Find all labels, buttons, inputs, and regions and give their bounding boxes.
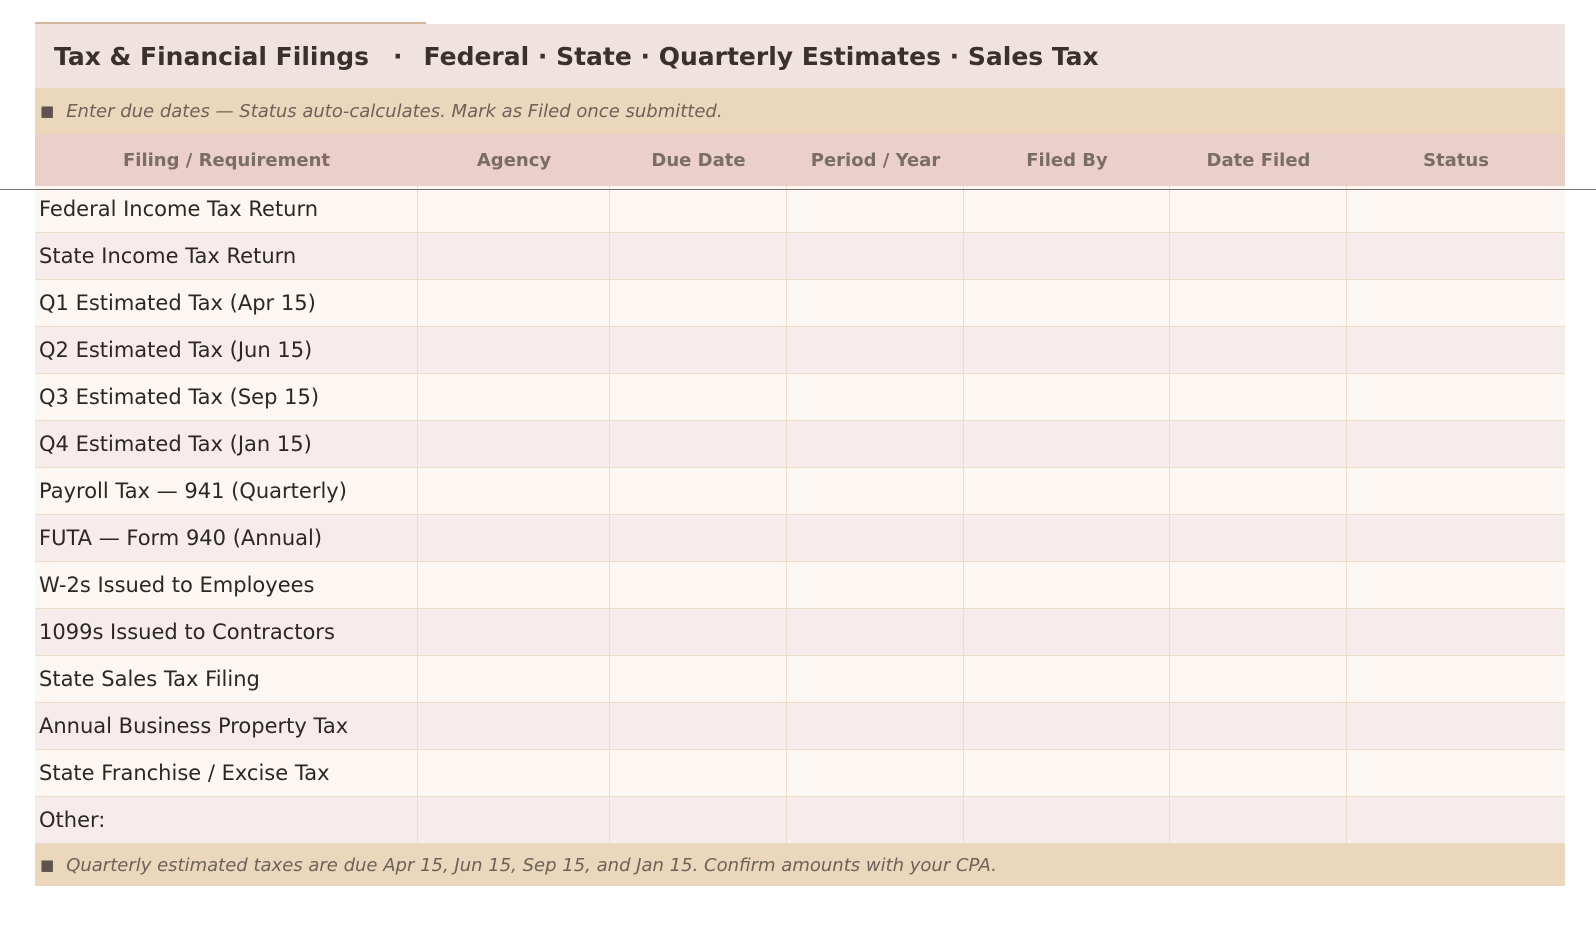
- due-date-cell[interactable]: [610, 468, 787, 514]
- column-header-period[interactable]: Period / Year: [810, 149, 941, 171]
- date-filed-cell[interactable]: [1170, 280, 1347, 326]
- table-row: [35, 750, 1565, 797]
- agency-cell[interactable]: [418, 797, 610, 843]
- filing-name-cell[interactable]: 1099s Issued to Contractors: [35, 609, 418, 655]
- filed-by-cell[interactable]: [964, 280, 1170, 326]
- status-cell[interactable]: [1347, 374, 1565, 420]
- table-row: [35, 421, 1565, 468]
- filing-name-cell[interactable]: FUTA — Form 940 (Annual): [35, 515, 418, 561]
- date-filed-cell[interactable]: [1170, 703, 1347, 749]
- agency-cell[interactable]: [418, 468, 610, 514]
- date-filed-cell[interactable]: [1170, 797, 1347, 843]
- date-filed-cell[interactable]: [1170, 186, 1347, 232]
- filing-name-cell[interactable]: Federal Income Tax Return: [35, 186, 418, 232]
- column-header-filed-by[interactable]: Filed By: [1026, 149, 1108, 171]
- date-filed-cell[interactable]: [1170, 750, 1347, 796]
- table-body: [35, 186, 1565, 844]
- table-row: [35, 468, 1565, 515]
- column-header-due-date[interactable]: Due Date: [651, 149, 746, 171]
- status-cell[interactable]: [1347, 186, 1565, 232]
- column-header-date-filed[interactable]: Date Filed: [1206, 149, 1311, 171]
- footer-note-text: Quarterly estimated taxes are due Apr 15, Jun 15, Sep 15, and Jan 15. Confirm amounts with your CPA.: [66, 854, 997, 876]
- filing-name-cell[interactable]: State Sales Tax Filing: [35, 656, 418, 702]
- table-row: [35, 656, 1565, 703]
- due-date-cell[interactable]: [610, 797, 787, 843]
- due-date-cell[interactable]: [610, 280, 787, 326]
- due-date-cell[interactable]: [610, 327, 787, 373]
- filed-by-cell[interactable]: [964, 327, 1170, 373]
- due-date-cell[interactable]: [610, 515, 787, 561]
- instruction-bar: [35, 88, 1565, 134]
- due-date-cell[interactable]: [610, 186, 787, 232]
- filing-name-cell[interactable]: Q2 Estimated Tax (Jun 15): [35, 327, 418, 373]
- square-bullet-icon: ■: [40, 856, 55, 874]
- filing-name-cell[interactable]: State Income Tax Return: [35, 233, 418, 279]
- period-cell[interactable]: [787, 421, 964, 467]
- table-row: [35, 562, 1565, 609]
- filing-name-cell[interactable]: Q4 Estimated Tax (Jan 15): [35, 421, 418, 467]
- title-bar: [35, 24, 1565, 88]
- status-cell[interactable]: [1347, 468, 1565, 514]
- period-cell[interactable]: [787, 327, 964, 373]
- table-row: [35, 280, 1565, 327]
- filing-name-cell[interactable]: Q3 Estimated Tax (Sep 15): [35, 374, 418, 420]
- filed-by-cell[interactable]: [964, 750, 1170, 796]
- filing-name-cell[interactable]: Annual Business Property Tax: [35, 703, 418, 749]
- filed-by-cell[interactable]: [964, 609, 1170, 655]
- date-filed-cell[interactable]: [1170, 515, 1347, 561]
- status-cell[interactable]: [1347, 233, 1565, 279]
- status-cell[interactable]: [1347, 656, 1565, 702]
- date-filed-cell[interactable]: [1170, 609, 1347, 655]
- table-row: [35, 609, 1565, 656]
- filed-by-cell[interactable]: [964, 656, 1170, 702]
- column-header-agency[interactable]: Agency: [476, 149, 552, 171]
- date-filed-cell[interactable]: [1170, 656, 1347, 702]
- column-header-status[interactable]: Status: [1423, 149, 1489, 171]
- date-filed-cell[interactable]: [1170, 327, 1347, 373]
- agency-cell[interactable]: [418, 374, 610, 420]
- due-date-cell[interactable]: [610, 750, 787, 796]
- filed-by-cell[interactable]: [964, 797, 1170, 843]
- column-header-filing[interactable]: Filing / Requirement: [122, 149, 331, 171]
- period-cell[interactable]: [787, 374, 964, 420]
- square-bullet-icon: ■: [40, 102, 55, 120]
- status-cell[interactable]: [1347, 703, 1565, 749]
- period-cell[interactable]: [787, 233, 964, 279]
- period-cell[interactable]: [787, 750, 964, 796]
- agency-cell[interactable]: [418, 656, 610, 702]
- period-cell[interactable]: [787, 703, 964, 749]
- status-cell[interactable]: [1347, 562, 1565, 608]
- agency-cell[interactable]: [418, 750, 610, 796]
- table-row: [35, 703, 1565, 750]
- agency-cell[interactable]: [418, 186, 610, 232]
- date-filed-cell[interactable]: [1170, 468, 1347, 514]
- title-separator: ·: [393, 41, 403, 71]
- filing-name-cell[interactable]: Q1 Estimated Tax (Apr 15): [35, 280, 418, 326]
- period-cell[interactable]: [787, 797, 964, 843]
- agency-cell[interactable]: [418, 421, 610, 467]
- period-cell[interactable]: [787, 515, 964, 561]
- filed-by-cell[interactable]: [964, 233, 1170, 279]
- period-cell[interactable]: [787, 609, 964, 655]
- due-date-cell[interactable]: [610, 374, 787, 420]
- table-header: [35, 134, 1565, 186]
- filing-name-cell[interactable]: Payroll Tax — 941 (Quarterly): [35, 468, 418, 514]
- table-row: [35, 797, 1565, 844]
- filed-by-cell[interactable]: [964, 515, 1170, 561]
- filing-name-cell[interactable]: State Franchise / Excise Tax: [35, 750, 418, 796]
- date-filed-cell[interactable]: [1170, 374, 1347, 420]
- status-cell[interactable]: [1347, 421, 1565, 467]
- status-cell[interactable]: [1347, 327, 1565, 373]
- agency-cell[interactable]: [418, 562, 610, 608]
- status-cell[interactable]: [1347, 750, 1565, 796]
- period-cell[interactable]: [787, 468, 964, 514]
- period-cell[interactable]: [787, 186, 964, 232]
- date-filed-cell[interactable]: [1170, 562, 1347, 608]
- table-row: [35, 233, 1565, 280]
- agency-cell[interactable]: [418, 327, 610, 373]
- agency-cell[interactable]: [418, 280, 610, 326]
- status-cell[interactable]: [1347, 515, 1565, 561]
- status-cell[interactable]: [1347, 609, 1565, 655]
- filed-by-cell[interactable]: [964, 374, 1170, 420]
- page-title: Tax & Financial Filings: [54, 41, 370, 71]
- agency-cell[interactable]: [418, 233, 610, 279]
- page-subtitle: Federal · State · Quarterly Estimates · Sales Tax: [423, 41, 1099, 71]
- table-row: [35, 374, 1565, 421]
- filing-name-cell[interactable]: W-2s Issued to Employees: [35, 562, 418, 608]
- status-cell[interactable]: [1347, 280, 1565, 326]
- filed-by-cell[interactable]: [964, 186, 1170, 232]
- filed-by-cell[interactable]: [964, 562, 1170, 608]
- period-cell[interactable]: [787, 280, 964, 326]
- frozen-pane-divider: [0, 189, 1596, 190]
- table-row: [35, 515, 1565, 562]
- footer-note-bar: [35, 844, 1565, 886]
- due-date-cell[interactable]: [610, 421, 787, 467]
- due-date-cell[interactable]: [610, 233, 787, 279]
- due-date-cell[interactable]: [610, 656, 787, 702]
- table-row: [35, 186, 1565, 233]
- status-cell[interactable]: [1347, 797, 1565, 843]
- period-cell[interactable]: [787, 562, 964, 608]
- agency-cell[interactable]: [418, 703, 610, 749]
- due-date-cell[interactable]: [610, 562, 787, 608]
- agency-cell[interactable]: [418, 609, 610, 655]
- table-row: [35, 327, 1565, 374]
- date-filed-cell[interactable]: [1170, 421, 1347, 467]
- date-filed-cell[interactable]: [1170, 233, 1347, 279]
- due-date-cell[interactable]: [610, 703, 787, 749]
- instruction-text: Enter due dates — Status auto-calculates. Mark as Filed once submitted.: [66, 100, 723, 122]
- filed-by-cell[interactable]: [964, 703, 1170, 749]
- period-cell[interactable]: [787, 656, 964, 702]
- filings-sheet: [35, 24, 1565, 886]
- filed-by-cell[interactable]: [964, 468, 1170, 514]
- filed-by-cell[interactable]: [964, 421, 1170, 467]
- agency-cell[interactable]: [418, 515, 610, 561]
- filing-name-cell[interactable]: Other:: [35, 797, 418, 843]
- due-date-cell[interactable]: [610, 609, 787, 655]
